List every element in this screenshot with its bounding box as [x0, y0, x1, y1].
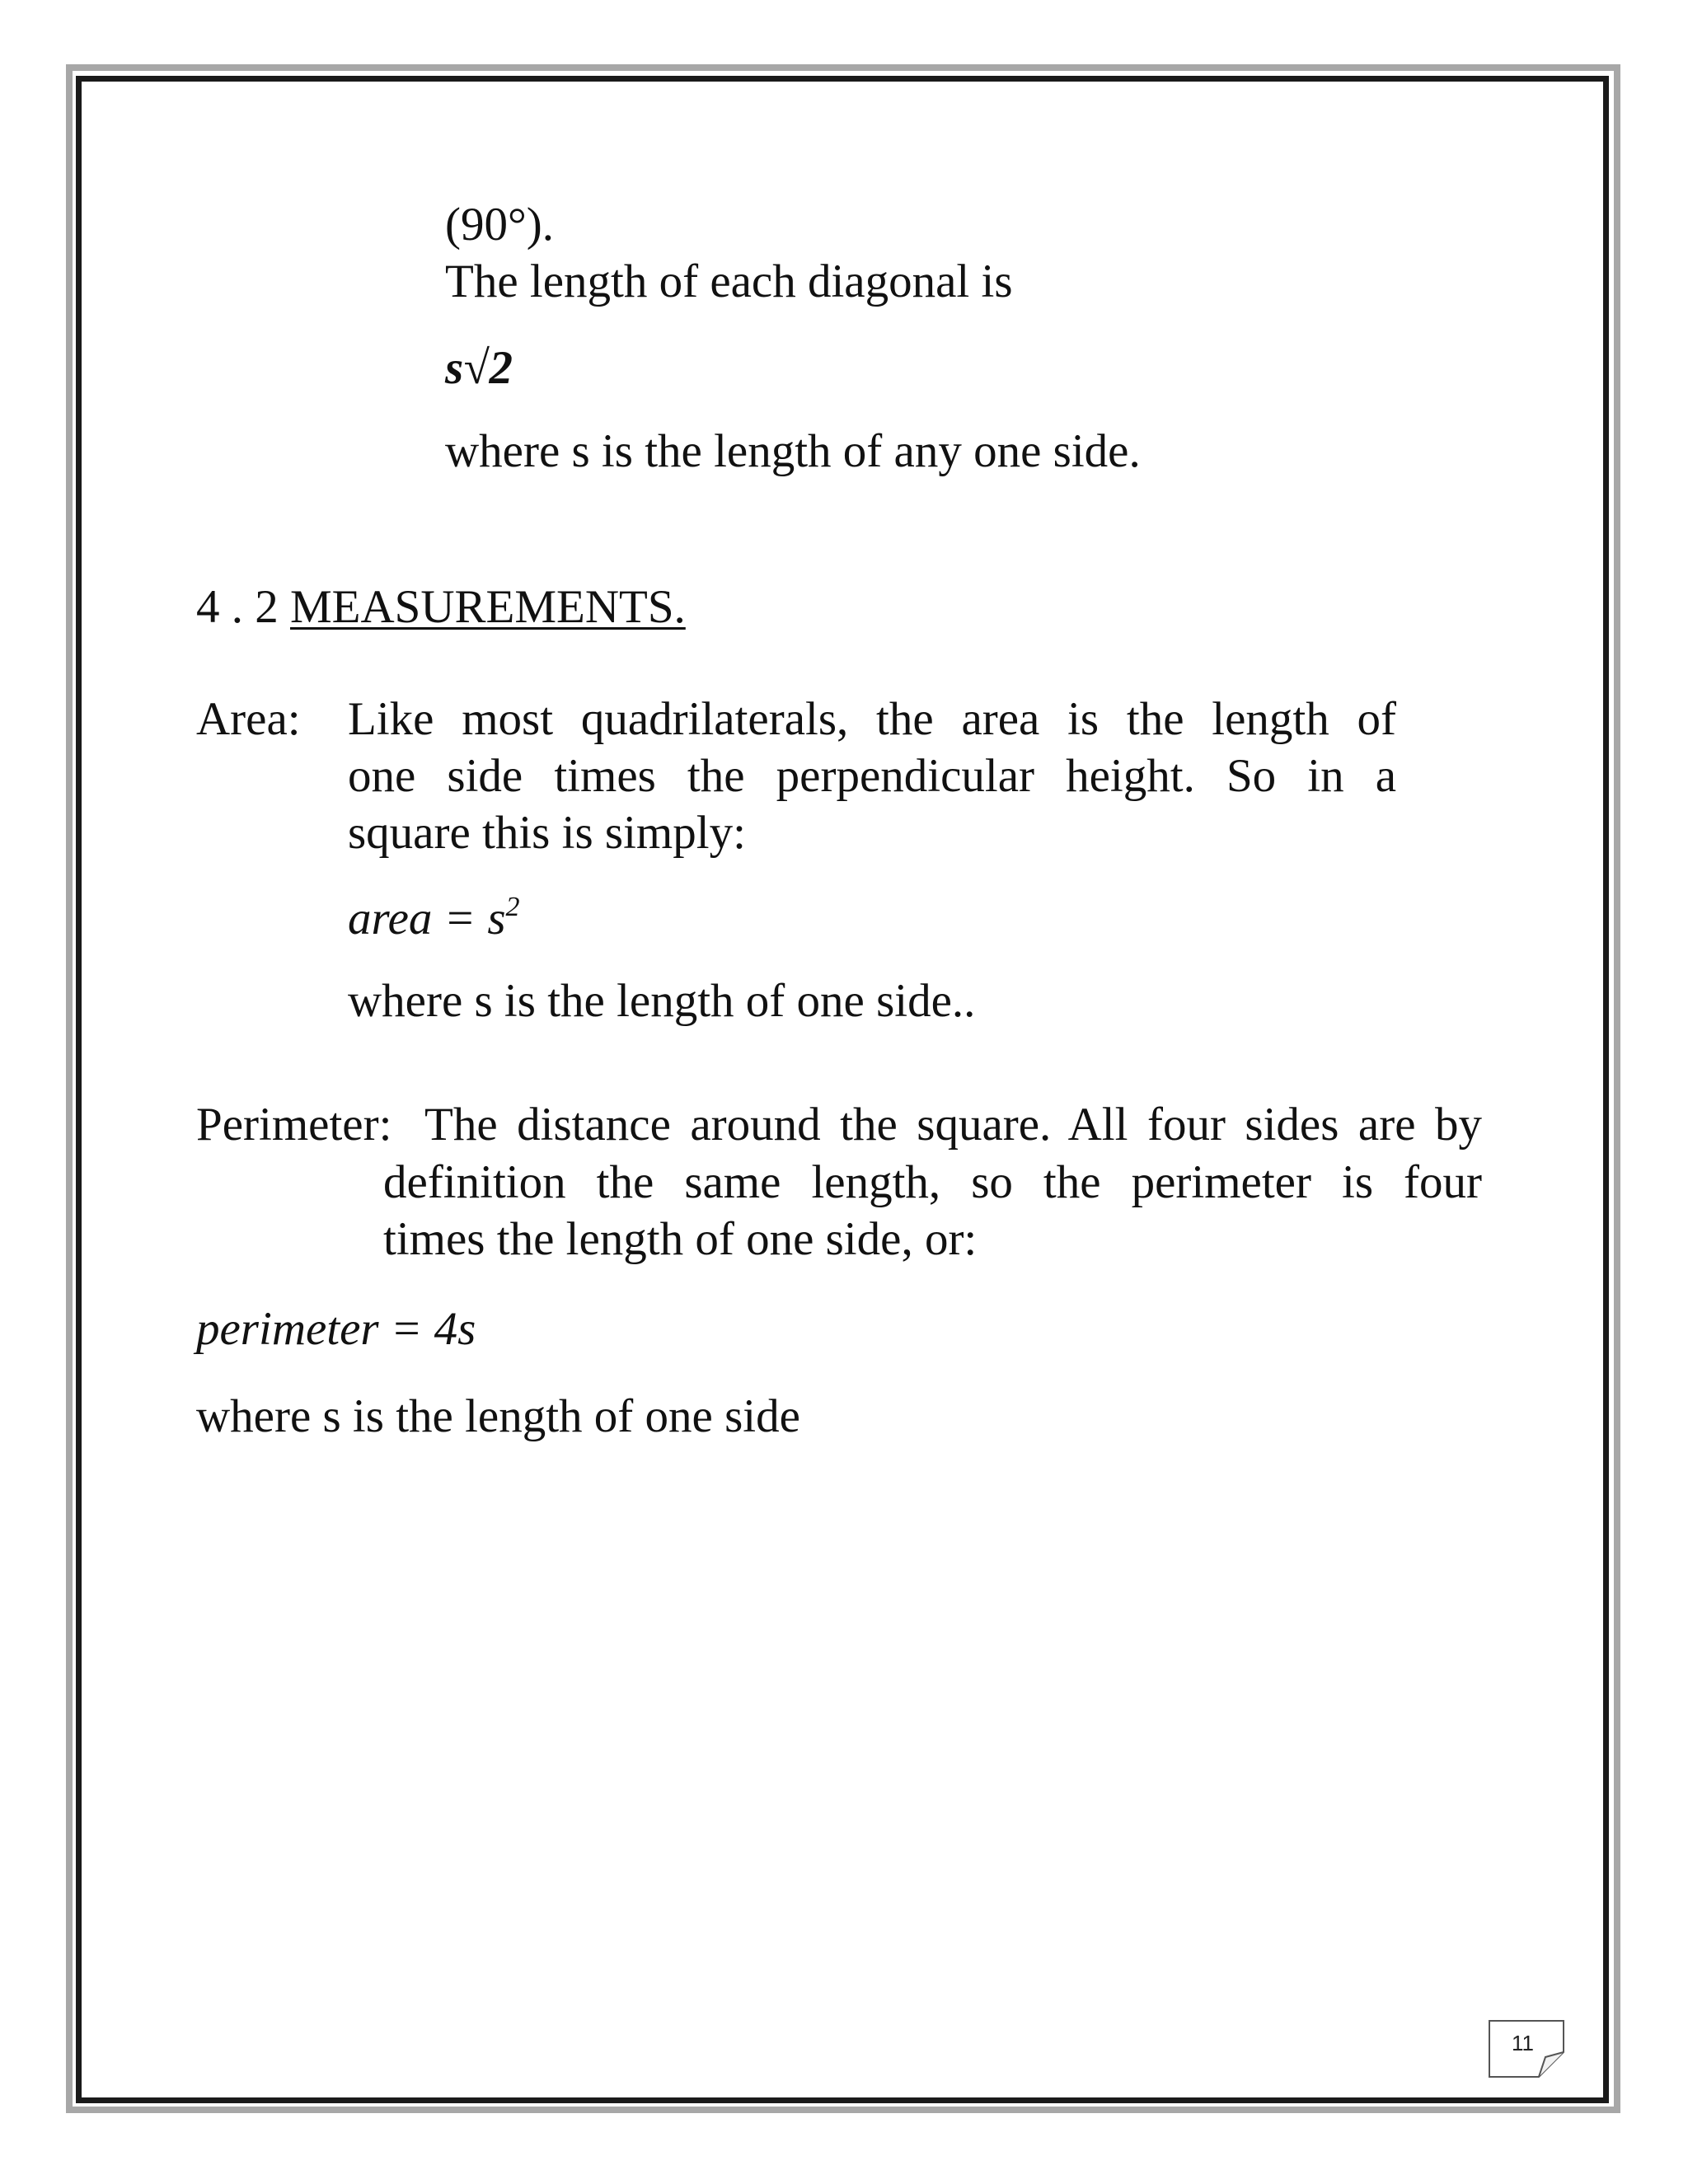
- perimeter-text-line-1: The distance around the square. All four sides are by: [424, 1099, 1482, 1151]
- continuation-line-3: where s is the length of any one side.: [445, 425, 1141, 477]
- continuation-line-2: The length of each diagonal is: [445, 255, 1013, 307]
- area-label: Area:: [196, 693, 301, 745]
- page-number: 11: [1512, 2031, 1534, 2055]
- perimeter-where: where s is the length of one side: [196, 1390, 800, 1442]
- page-border-inner: [76, 76, 1609, 2103]
- area-text-line-1: Like most quadrilaterals, the area is the length of: [348, 693, 1396, 745]
- diagonal-formula: s√2: [445, 342, 513, 394]
- area-text-line-3: square this is simply:: [348, 807, 746, 859]
- area-where: where s is the length of one side..: [348, 975, 976, 1027]
- area-text-line-2: one side times the perpendicular height. So in a: [348, 750, 1396, 802]
- area-formula: [348, 890, 520, 948]
- section-number: 4 . 2: [196, 581, 279, 633]
- section-heading: [196, 579, 686, 636]
- perimeter-formula: perimeter = 4s: [196, 1303, 476, 1355]
- section-title: MEASUREMENTS.: [290, 581, 686, 633]
- perimeter-text-line-2: definition the same length, so the perimeter is four: [383, 1156, 1482, 1208]
- area-formula-exponent: 2: [505, 892, 520, 922]
- perimeter-label: Perimeter:: [196, 1099, 392, 1151]
- area-formula-base: area = s: [348, 893, 506, 944]
- perimeter-text-line-3: times the length of one side, or:: [383, 1213, 978, 1265]
- page-number-tab: [1488, 2019, 1566, 2077]
- continuation-line-1: (90°).: [445, 199, 555, 251]
